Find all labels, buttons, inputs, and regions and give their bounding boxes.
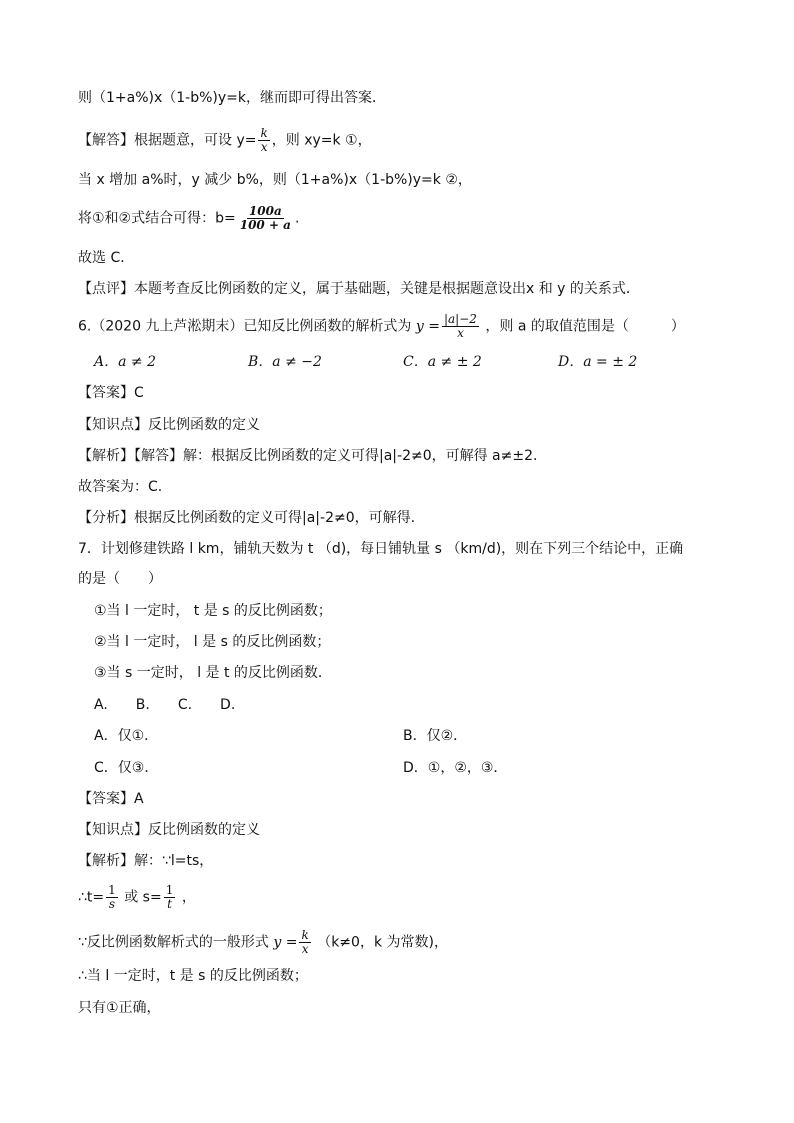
q7-option-d: D．①，②，③． [403,760,508,776]
q6-analysis: 【解析】【解答】解：根据反比例函数的定义可得|a|-2≠0，可解得 a≠±2. [78,448,538,464]
q6-option-c: C．a ≠ ± 2 [403,354,482,370]
text-line: 则（1+a%)x（1-b%)y=k，继而即可得出答案． [78,90,386,106]
q7-knowledge: 【知识点】反比例函数的定义 [78,822,260,838]
fraction-numerator: k [301,928,309,942]
text-segment: 将①和②式结合可得：b= [78,210,236,227]
q7-option-b: B．仅②． [403,728,468,744]
q6-option-d: D．a = ± 2 [558,354,638,370]
q6-knowledge: 【知识点】反比例函数的定义 [78,417,260,433]
q7-answer: 【答案】A [78,791,144,807]
q7-general-form-line [78,929,448,956]
text-segment: ，则 xy=k ①， [271,132,372,149]
fraction-denominator: 100 + a [239,218,291,232]
q7-analysis: 【解析】解：∵l=ts， [78,853,214,869]
fraction-numerator: k [260,126,268,140]
fraction-denominator: t [167,897,172,911]
text-segment: ， [181,889,196,906]
fraction-1-over-t [164,884,176,911]
q6-option-b: B．a ≠ −2 [248,354,322,370]
fraction-k-over-x [258,127,269,154]
text-segment: 6.（2020 九上芦淞期末）已知反比例函数的解析式为 [78,318,412,335]
fraction-denominator: s [108,897,116,911]
fraction-numerator: |a|−2 [443,312,477,326]
text-segment: . [294,210,300,227]
question-7-stem-2: 的是（ ） [78,571,162,587]
q6-option-a: A．a ≠ 2 [94,354,156,370]
q7-only-line: 只有①正确， [78,1000,161,1016]
text-line: 当 x 增加 a%时，y 减少 b%，则（1+a%)x（1-b%)y=k ②， [78,172,472,188]
q7-therefore-line [78,884,196,911]
fraction-abs-a [442,313,479,340]
question-6-stem [78,313,685,340]
q7-conclusion-2: ②当 l 一定时， l 是 s 的反比例函数； [94,634,331,650]
fraction-numerator: 1 [108,883,116,897]
solution-line [78,127,372,154]
q6-conclusion: 故答案为：C. [78,479,163,495]
q6-fenxi: 【分析】根据反比例函数的定义可得|a|-2≠0，可解得. [78,510,416,526]
q7-conclusion-3: ③当 s 一定时， l 是 t 的反比例函数． [94,665,332,681]
question-7-stem-1: 7．计划修建铁路 l km，铺轨天数为 t （d)，每日铺轨量 s （km/d)，则在下列三个结论中，正确 [78,541,684,557]
fraction-k-over-x [299,929,310,956]
q7-when-line: ∴当 l 一定时，t 是 s 的反比例函数； [78,968,308,984]
fraction-denominator: x [457,326,464,340]
text-segment: 【解答】根据题意，可设 y= [78,132,257,149]
math-y-equals: y = [273,934,298,951]
text-segment: ∵反比例函数解析式的一般形式 [78,934,269,951]
q7-abcd: A. B. C. D. [94,697,236,713]
fraction-denominator: x [301,942,309,956]
comment-line: 【点评】本题考查反比例函数的定义，属于基础题，关键是根据题意设出x 和 y 的关系式． [78,281,640,297]
text-segment: （k≠0，k 为常数)， [317,934,448,951]
q7-conclusion-1: ①当 l 一定时， t 是 s 的反比例函数； [94,603,332,619]
fraction-1-over-s [106,884,118,911]
q7-option-a: A．仅①． [94,728,159,744]
q7-option-c: C．仅③． [94,760,159,776]
text-line: 故选 C． [78,250,135,266]
text-segment: ∴t= [78,889,105,906]
formula-line [78,205,299,232]
fraction-numerator: 100a [248,204,282,218]
text-segment: ，则 a 的取值范围是（ ） [485,318,685,335]
fraction-denominator: x [260,140,268,154]
fraction-b [238,205,293,232]
q6-answer: 【答案】C [78,385,144,401]
math-y-equals: y = [415,318,440,335]
text-segment: 或 s= [124,889,162,906]
fraction-numerator: 1 [165,883,174,897]
